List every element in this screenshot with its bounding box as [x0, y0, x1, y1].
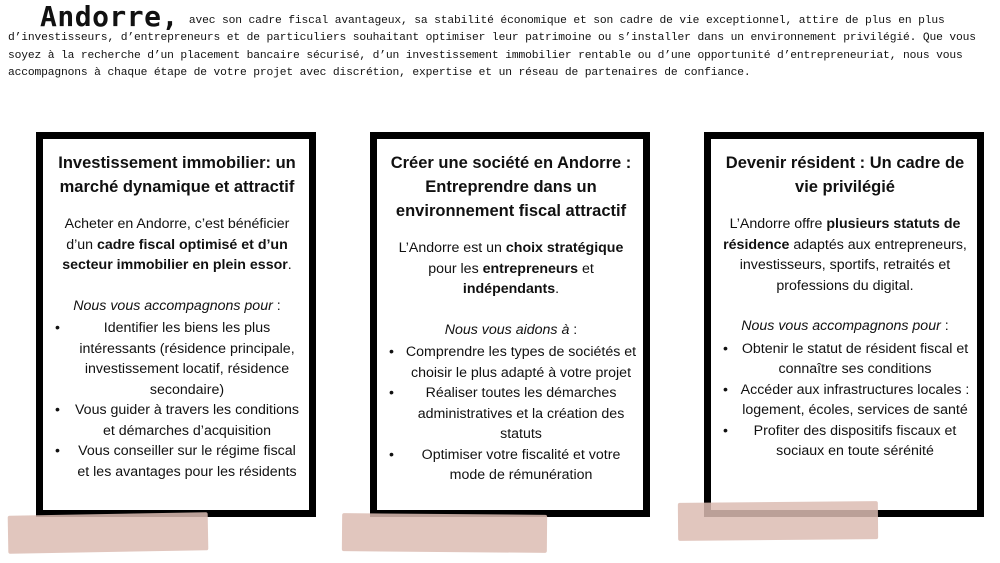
list-item: • Comprendre les types de sociétés et choisir le plus adapté à votre projet — [405, 342, 637, 383]
intro-text: avec son cadre fiscal avantageux, sa stabilité économique et son cadre de vie exceptionnel, attire de plus en plus d’investisseurs, d’entrepreneurs et de particuliers souhaitant optimiser leur patrimoine ou s’installer dans un environnement privilégié. Que vous soyez à la recherche d’un placement bancaire sécurisé, d’un investissement immobilier rentable ou d’une opportunité d’entrepreneuriat, nous vous accompagnons à chaque étape de votre projet avec discrétion, expertise et un réseau de partenaires de confiance. — [8, 15, 976, 79]
card-bullet-list — [385, 342, 637, 486]
card-title: Investissement immobilier: un marché dynamique et attractif — [58, 154, 296, 196]
card-intro: Acheter en Andorre, c’est bénéficier d’un cadre fiscal optimisé et d’un secteur immobilier en plein essor. — [62, 216, 292, 273]
card-subheading: Nous vous aidons à : — [444, 321, 578, 338]
card-intro: L’Andorre est un choix stratégique pour les entrepreneurs et indépendants. — [398, 240, 624, 297]
card-subheading: Nous vous accompagnons pour : — [73, 297, 281, 314]
list-item: • Obtenir le statut de résident fiscal et connaître ses conditions — [739, 339, 971, 380]
card-bullet-list — [719, 339, 971, 462]
list-item: • Identifier les biens les plus intéressants (résidence principale, investissement locatif, résidence secondaire) — [71, 318, 303, 400]
tape-decoration — [342, 513, 547, 553]
card-bullet-list — [51, 318, 303, 482]
list-item: • Réaliser toutes les démarches administratives et la création des statuts — [405, 383, 637, 445]
list-item: • Optimiser votre fiscalité et votre mode de rémunération — [405, 445, 637, 486]
list-item: • Accéder aux infrastructures locales : logement, écoles, services de santé — [739, 380, 971, 421]
list-item: • Vous guider à travers les conditions et démarches d’acquisition — [71, 400, 303, 441]
tape-decoration — [678, 501, 878, 541]
brand-title: Andorre, — [40, 0, 179, 33]
card-title: Devenir résident : Un cadre de vie privilégié — [725, 154, 965, 196]
card-company — [370, 132, 650, 517]
list-item: • Profiter des dispositifs fiscaux et sociaux en toute sérénité — [739, 421, 971, 462]
tape-decoration — [8, 512, 209, 553]
card-real-estate — [36, 132, 316, 517]
card-residency — [704, 132, 984, 517]
card-intro: L’Andorre offre plusieurs statuts de résidence adaptés aux entrepreneurs, investisseurs, sportifs, retraités et professions du digital. — [723, 216, 967, 294]
list-item: • Vous conseiller sur le régime fiscal et les avantages pour les résidents — [71, 441, 303, 482]
card-subheading: Nous vous accompagnons pour : — [741, 318, 949, 334]
intro-paragraph — [8, 0, 993, 82]
card-title: Créer une société en Andorre : Entreprendre dans un environnement fiscal attractif — [390, 154, 632, 220]
